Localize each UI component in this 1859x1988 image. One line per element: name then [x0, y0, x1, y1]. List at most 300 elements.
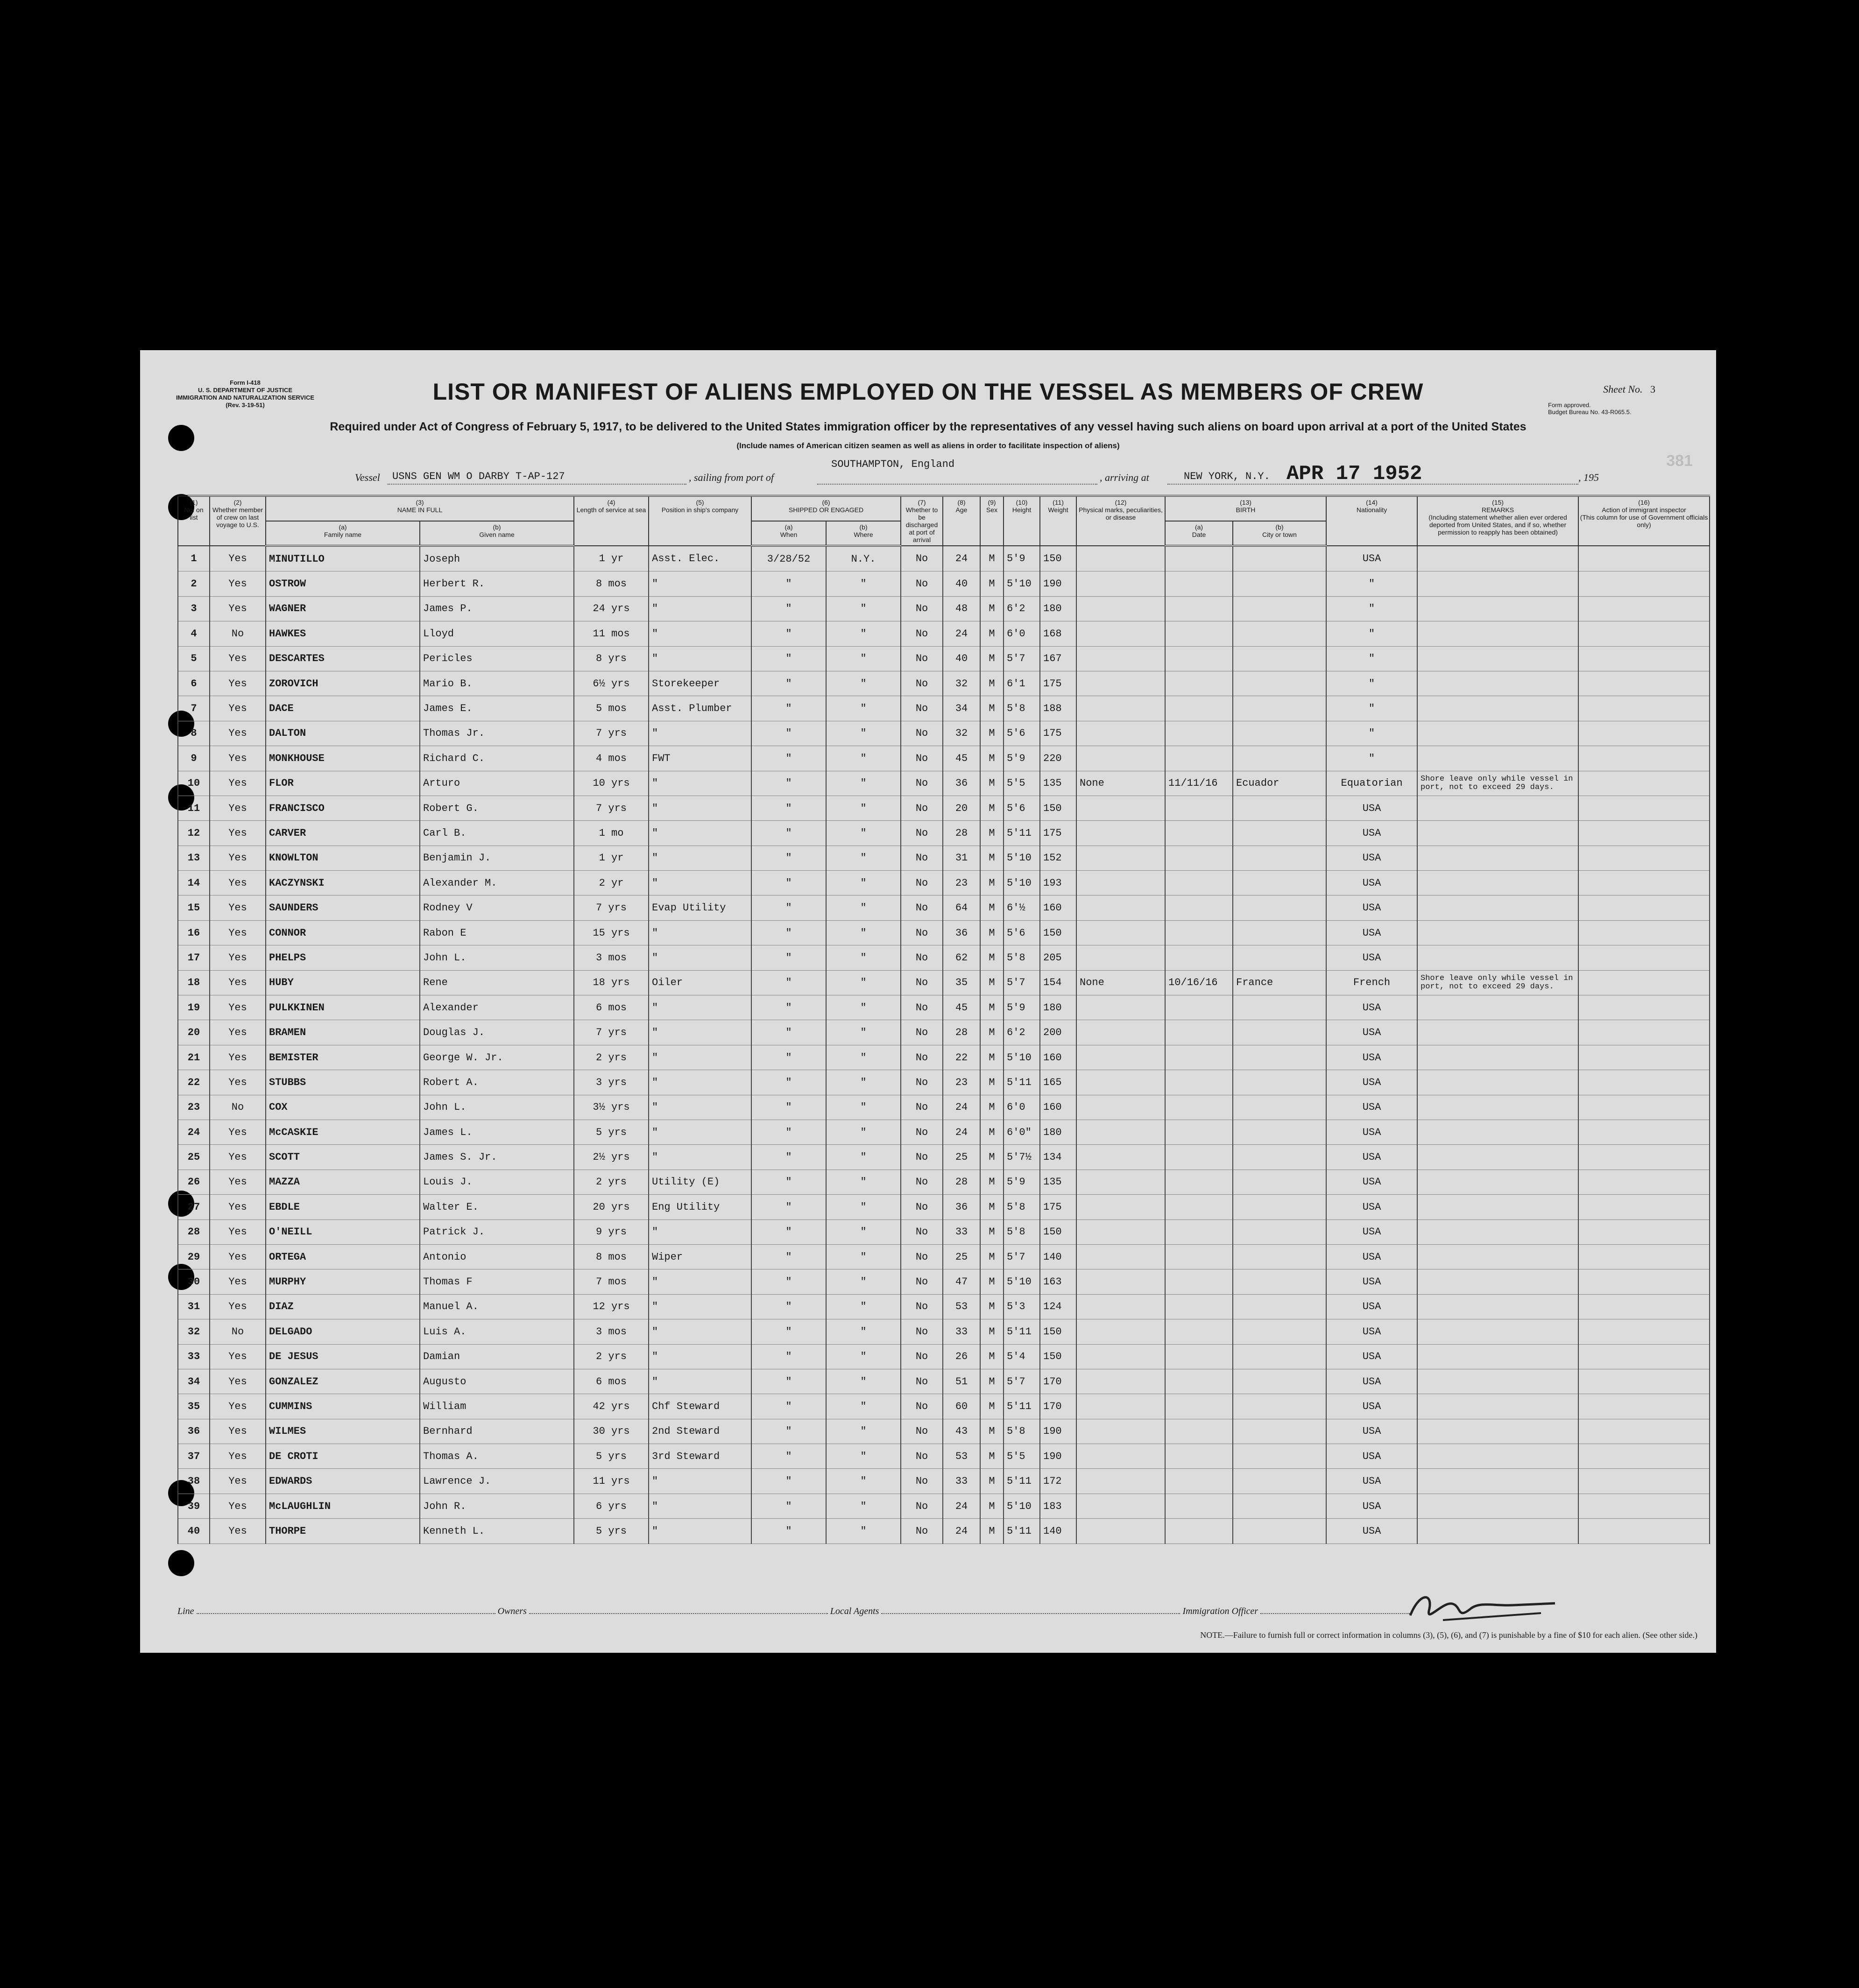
member-last-voyage-cell: Yes [210, 846, 266, 870]
sex-cell: M [980, 1095, 1004, 1120]
weight-cell: 140 [1040, 1519, 1076, 1544]
row-number-cell: 12 [178, 821, 210, 846]
row-number-cell: 24 [178, 1120, 210, 1144]
age-cell: 33 [943, 1220, 980, 1244]
col-birth: (13) BIRTH [1165, 496, 1326, 521]
birth-date-cell [1165, 1195, 1233, 1220]
shipped-where-cell: " [826, 920, 901, 945]
age-cell: 24 [943, 1120, 980, 1144]
row-number-cell: 15 [178, 895, 210, 920]
age-cell: 40 [943, 646, 980, 671]
age-cell: 60 [943, 1394, 980, 1419]
shipped-when-cell: " [751, 1070, 826, 1095]
row-number-cell: 39 [178, 1494, 210, 1518]
position-cell: " [649, 571, 751, 596]
family-name-cell: DE CROTI [266, 1444, 420, 1469]
table-row [178, 945, 1710, 970]
family-name-cell: WILMES [266, 1419, 420, 1444]
member-last-voyage-cell: No [210, 1319, 266, 1344]
birth-city-cell [1233, 1294, 1326, 1319]
length-of-service-cell: 2 yrs [574, 1045, 649, 1070]
form-subtitle: Required under Act of Congress of February 5, 1917, to be delivered to the United States immigration officer by the representatives of any vessel having such aliens on board upon arrival at a port of the United States [330, 420, 1527, 433]
weight-cell: 160 [1040, 1095, 1076, 1120]
birth-date-cell [1165, 621, 1233, 646]
length-of-service-cell: 15 yrs [574, 920, 649, 945]
sex-cell: M [980, 1170, 1004, 1194]
shipped-where-cell: " [826, 945, 901, 970]
height-cell: 5'5 [1004, 1444, 1040, 1469]
weight-cell: 200 [1040, 1020, 1076, 1045]
nationality-cell: " [1326, 621, 1417, 646]
birth-date-cell [1165, 1369, 1233, 1394]
revision: (Rev. 3-19-51) [226, 402, 265, 409]
family-name-cell: STUBBS [266, 1070, 420, 1095]
member-last-voyage-cell: Yes [210, 1294, 266, 1319]
nationality-cell: USA [1326, 1170, 1417, 1194]
discharged-cell: No [901, 920, 943, 945]
birth-city-cell [1233, 920, 1326, 945]
member-last-voyage-cell: Yes [210, 1344, 266, 1369]
remarks-cell [1417, 995, 1578, 1020]
birth-city-cell: Ecuador [1233, 771, 1326, 796]
family-name-cell: FRANCISCO [266, 796, 420, 820]
table-row [178, 1394, 1710, 1419]
birth-city-cell [1233, 1045, 1326, 1070]
nationality-cell: " [1326, 596, 1417, 621]
table-row [178, 1120, 1710, 1144]
age-cell: 35 [943, 970, 980, 995]
birth-date-cell [1165, 1120, 1233, 1144]
row-number-cell: 29 [178, 1244, 210, 1269]
nationality-cell: French [1326, 970, 1417, 995]
row-number-cell: 3 [178, 596, 210, 621]
discharged-cell: No [901, 1469, 943, 1494]
col-remarks: (15) REMARKS (Including statement whether alien ever ordered deported from United States, and if so, whether permission to reapply has been obtained) [1417, 496, 1578, 546]
discharged-cell: No [901, 846, 943, 870]
height-cell: 5'8 [1004, 1419, 1040, 1444]
nationality-cell: USA [1326, 1220, 1417, 1244]
sex-cell: M [980, 696, 1004, 721]
nationality-cell: " [1326, 571, 1417, 596]
shipped-when-cell: " [751, 721, 826, 746]
shipped-where-cell: " [826, 1045, 901, 1070]
col-nationality: (14) Nationality [1326, 496, 1417, 546]
sex-cell: M [980, 871, 1004, 895]
discharged-cell: No [901, 571, 943, 596]
row-number-cell: 31 [178, 1294, 210, 1319]
shipped-where-cell: " [826, 1220, 901, 1244]
family-name-cell: DALTON [266, 721, 420, 746]
nationality-cell: USA [1326, 1269, 1417, 1294]
family-name-cell: CONNOR [266, 920, 420, 945]
discharged-cell: No [901, 995, 943, 1020]
shipped-when-cell: " [751, 1469, 826, 1494]
family-name-cell: HAWKES [266, 621, 420, 646]
weight-cell: 190 [1040, 1444, 1076, 1469]
family-name-cell: CUMMINS [266, 1394, 420, 1419]
remarks-cell [1417, 696, 1578, 721]
member-last-voyage-cell: Yes [210, 1444, 266, 1469]
shipped-where-cell: " [826, 1195, 901, 1220]
discharged-cell: No [901, 970, 943, 995]
physical-marks-cell [1076, 1444, 1165, 1469]
row-number-cell: 13 [178, 846, 210, 870]
inspector-action-cell [1578, 995, 1710, 1020]
shipped-when-cell: " [751, 1269, 826, 1294]
sex-cell: M [980, 1244, 1004, 1269]
discharged-cell: No [901, 895, 943, 920]
shipped-where-cell: " [826, 995, 901, 1020]
inspector-action-cell [1578, 1294, 1710, 1319]
height-cell: 5'9 [1004, 746, 1040, 771]
birth-city-cell [1233, 995, 1326, 1020]
position-cell: Asst. Elec. [649, 546, 751, 571]
nationality-cell: USA [1326, 1344, 1417, 1369]
shipped-where-cell: " [826, 1319, 901, 1344]
inspector-action-cell [1578, 1145, 1710, 1170]
birth-date-cell [1165, 1070, 1233, 1095]
age-cell: 25 [943, 1145, 980, 1170]
birth-city-cell [1233, 596, 1326, 621]
discharged-cell: No [901, 1494, 943, 1518]
nationality-cell: USA [1326, 546, 1417, 571]
nationality-cell: USA [1326, 1394, 1417, 1419]
remarks-cell [1417, 671, 1578, 696]
given-name-cell: Rene [420, 970, 574, 995]
row-number-cell: 4 [178, 621, 210, 646]
member-last-voyage-cell: No [210, 621, 266, 646]
row-number-cell: 19 [178, 995, 210, 1020]
inspector-action-cell [1578, 796, 1710, 820]
position-cell: " [649, 1369, 751, 1394]
height-cell: 5'6 [1004, 721, 1040, 746]
weight-cell: 175 [1040, 821, 1076, 846]
position-cell: " [649, 1145, 751, 1170]
birth-date-cell [1165, 1394, 1233, 1419]
shipped-when-cell: " [751, 871, 826, 895]
shipped-where-cell: " [826, 1095, 901, 1120]
age-cell: 24 [943, 1494, 980, 1518]
weight-cell: 180 [1040, 596, 1076, 621]
family-name-cell: THORPE [266, 1519, 420, 1544]
sex-cell: M [980, 1045, 1004, 1070]
row-number-cell: 27 [178, 1195, 210, 1220]
shipped-when-cell: " [751, 1444, 826, 1469]
given-name-cell: Patrick J. [420, 1220, 574, 1244]
physical-marks-cell [1076, 1269, 1165, 1294]
shipped-where-cell: " [826, 871, 901, 895]
family-name-cell: McLAUGHLIN [266, 1494, 420, 1518]
remarks-cell [1417, 945, 1578, 970]
shipped-where-cell: " [826, 1145, 901, 1170]
sex-cell: M [980, 746, 1004, 771]
weight-cell: 188 [1040, 696, 1076, 721]
position-cell: " [649, 995, 751, 1020]
member-last-voyage-cell: Yes [210, 1220, 266, 1244]
shipped-when-cell: " [751, 895, 826, 920]
age-cell: 34 [943, 696, 980, 721]
physical-marks-cell [1076, 871, 1165, 895]
birth-date-cell [1165, 696, 1233, 721]
weight-cell: 172 [1040, 1469, 1076, 1494]
remarks-cell [1417, 1020, 1578, 1045]
birth-city-cell [1233, 1120, 1326, 1144]
shipped-where-cell: " [826, 571, 901, 596]
age-cell: 45 [943, 995, 980, 1020]
physical-marks-cell [1076, 746, 1165, 771]
weight-cell: 190 [1040, 1419, 1076, 1444]
remarks-cell [1417, 1070, 1578, 1095]
approved-line-1: Form approved. [1548, 402, 1591, 409]
height-cell: 5'6 [1004, 796, 1040, 820]
position-cell: Asst. Plumber [649, 696, 751, 721]
position-cell: " [649, 771, 751, 796]
height-cell: 5'10 [1004, 571, 1040, 596]
given-name-cell: Thomas F [420, 1269, 574, 1294]
age-cell: 45 [943, 746, 980, 771]
weight-cell: 152 [1040, 846, 1076, 870]
member-last-voyage-cell: Yes [210, 571, 266, 596]
inspector-action-cell [1578, 696, 1710, 721]
member-last-voyage-cell: Yes [210, 1070, 266, 1095]
family-name-cell: DIAZ [266, 1294, 420, 1319]
given-name-cell: Thomas A. [420, 1444, 574, 1469]
given-name-cell: George W. Jr. [420, 1045, 574, 1070]
sex-cell: M [980, 1195, 1004, 1220]
member-last-voyage-cell: Yes [210, 646, 266, 671]
sex-cell: M [980, 621, 1004, 646]
given-name-cell: Carl B. [420, 821, 574, 846]
row-number-cell: 28 [178, 1220, 210, 1244]
row-number-cell: 7 [178, 696, 210, 721]
birth-date-cell [1165, 895, 1233, 920]
member-last-voyage-cell: Yes [210, 1394, 266, 1419]
family-name-cell: BRAMEN [266, 1020, 420, 1045]
physical-marks-cell [1076, 1070, 1165, 1095]
family-name-cell: MAZZA [266, 1170, 420, 1194]
remarks-cell [1417, 621, 1578, 646]
row-number-cell: 33 [178, 1344, 210, 1369]
given-name-cell: Robert G. [420, 796, 574, 820]
height-cell: 6'2 [1004, 1020, 1040, 1045]
family-name-cell: OSTROW [266, 571, 420, 596]
age-cell: 22 [943, 1045, 980, 1070]
inspector-action-cell [1578, 1095, 1710, 1120]
service: IMMIGRATION AND NATURALIZATION SERVICE [176, 394, 315, 401]
inspector-action-cell [1578, 546, 1710, 571]
physical-marks-cell [1076, 646, 1165, 671]
birth-city-cell [1233, 1444, 1326, 1469]
position-cell: " [649, 1045, 751, 1070]
table-row [178, 771, 1710, 796]
member-last-voyage-cell: Yes [210, 721, 266, 746]
inspector-action-cell [1578, 771, 1710, 796]
discharged-cell: No [901, 546, 943, 571]
sex-cell: M [980, 945, 1004, 970]
discharged-cell: No [901, 721, 943, 746]
remarks-cell [1417, 646, 1578, 671]
given-name-cell: Benjamin J. [420, 846, 574, 870]
given-name-cell: John R. [420, 1494, 574, 1518]
member-last-voyage-cell: Yes [210, 771, 266, 796]
weight-cell: 175 [1040, 671, 1076, 696]
shipped-when-cell: " [751, 596, 826, 621]
physical-marks-cell [1076, 1195, 1165, 1220]
birth-date-cell [1165, 646, 1233, 671]
shipped-where-cell: " [826, 1020, 901, 1045]
height-cell: 6'2 [1004, 596, 1040, 621]
birth-city-cell [1233, 1394, 1326, 1419]
birth-date-cell [1165, 871, 1233, 895]
inspector-action-cell [1578, 1519, 1710, 1544]
birth-date-cell [1165, 1319, 1233, 1344]
family-name-cell: McCASKIE [266, 1120, 420, 1144]
inspector-action-cell [1578, 621, 1710, 646]
col-family-name: (a) Family name [266, 521, 420, 546]
birth-city-cell [1233, 1095, 1326, 1120]
shipped-when-cell: " [751, 646, 826, 671]
sex-cell: M [980, 721, 1004, 746]
department: U. S. DEPARTMENT OF JUSTICE [198, 387, 292, 394]
sex-cell: M [980, 920, 1004, 945]
physical-marks-cell [1076, 895, 1165, 920]
remarks-cell [1417, 1319, 1578, 1344]
row-number-cell: 25 [178, 1145, 210, 1170]
age-cell: 53 [943, 1294, 980, 1319]
inspector-action-cell [1578, 846, 1710, 870]
shipped-when-cell: " [751, 1519, 826, 1544]
weight-cell: 134 [1040, 1145, 1076, 1170]
birth-city-cell [1233, 721, 1326, 746]
family-name-cell: ZOROVICH [266, 671, 420, 696]
shipped-where-cell: " [826, 796, 901, 820]
physical-marks-cell [1076, 546, 1165, 571]
birth-city-cell [1233, 696, 1326, 721]
sex-cell: M [980, 546, 1004, 571]
shipped-when-cell: " [751, 995, 826, 1020]
col-discharged: (7) Whether to be discharged at port of arrival [901, 496, 943, 546]
physical-marks-cell [1076, 696, 1165, 721]
weight-cell: 135 [1040, 1170, 1076, 1194]
discharged-cell: No [901, 821, 943, 846]
length-of-service-cell: 6½ yrs [574, 671, 649, 696]
sailing-port: SOUTHAMPTON, England [831, 458, 955, 470]
table-row [178, 1145, 1710, 1170]
birth-date-cell [1165, 1020, 1233, 1045]
table-row [178, 1294, 1710, 1319]
row-number-cell: 5 [178, 646, 210, 671]
nationality-cell: " [1326, 721, 1417, 746]
inspector-action-cell [1578, 1369, 1710, 1394]
height-cell: 5'11 [1004, 821, 1040, 846]
family-name-cell: MURPHY [266, 1269, 420, 1294]
discharged-cell: No [901, 945, 943, 970]
length-of-service-cell: 8 yrs [574, 646, 649, 671]
birth-city-cell [1233, 546, 1326, 571]
nationality-cell: USA [1326, 796, 1417, 820]
birth-date-cell: 10/16/16 [1165, 970, 1233, 995]
shipped-when-cell: " [751, 1494, 826, 1518]
age-cell: 24 [943, 1095, 980, 1120]
age-cell: 51 [943, 1369, 980, 1394]
row-number-cell: 9 [178, 746, 210, 771]
table-row [178, 1494, 1710, 1518]
shipped-when-cell: " [751, 1170, 826, 1194]
table-row [178, 995, 1710, 1020]
table-row [178, 1170, 1710, 1194]
shipped-where-cell: " [826, 1294, 901, 1319]
shipped-where-cell: " [826, 970, 901, 995]
birth-city-cell [1233, 1344, 1326, 1369]
inspector-action-cell [1578, 821, 1710, 846]
member-last-voyage-cell: Yes [210, 1145, 266, 1170]
shipped-where-cell: " [826, 1419, 901, 1444]
given-name-cell: Lawrence J. [420, 1469, 574, 1494]
age-cell: 28 [943, 1020, 980, 1045]
table-row [178, 1469, 1710, 1494]
shipped-where-cell: " [826, 1170, 901, 1194]
length-of-service-cell: 2 yrs [574, 1344, 649, 1369]
nationality-cell: USA [1326, 1494, 1417, 1518]
remarks-cell [1417, 821, 1578, 846]
table-row [178, 746, 1710, 771]
given-name-cell: James S. Jr. [420, 1145, 574, 1170]
nationality-cell: Equatorian [1326, 771, 1417, 796]
nationality-cell: USA [1326, 1095, 1417, 1120]
row-number-cell: 11 [178, 796, 210, 820]
sheet-label: Sheet No. [1603, 383, 1643, 395]
discharged-cell: No [901, 1045, 943, 1070]
birth-date-cell [1165, 1269, 1233, 1294]
position-cell: " [649, 796, 751, 820]
discharged-cell: No [901, 1344, 943, 1369]
given-name-cell: Kenneth L. [420, 1519, 574, 1544]
position-cell: Storekeeper [649, 671, 751, 696]
birth-city-cell [1233, 1145, 1326, 1170]
date-stamp: APR 17 1952 [1286, 462, 1422, 486]
remarks-cell [1417, 1244, 1578, 1269]
nationality-cell: USA [1326, 1444, 1417, 1469]
length-of-service-cell: 1 mo [574, 821, 649, 846]
physical-marks-cell [1076, 1095, 1165, 1120]
shipped-when-cell: " [751, 1220, 826, 1244]
birth-date-cell [1165, 1220, 1233, 1244]
member-last-voyage-cell: Yes [210, 1120, 266, 1144]
shipped-where-cell: " [826, 1070, 901, 1095]
shipped-when-cell: " [751, 846, 826, 870]
family-name-cell: GONZALEZ [266, 1369, 420, 1394]
given-name-cell: Mario B. [420, 671, 574, 696]
shipped-where-cell: " [826, 1120, 901, 1144]
height-cell: 5'9 [1004, 995, 1040, 1020]
shipped-where-cell: " [826, 646, 901, 671]
position-cell: " [649, 1120, 751, 1144]
remarks-cell [1417, 1444, 1578, 1469]
age-cell: 28 [943, 1170, 980, 1194]
table-row [178, 1095, 1710, 1120]
position-cell: " [649, 1344, 751, 1369]
given-name-cell: Damian [420, 1344, 574, 1369]
height-cell: 5'10 [1004, 1045, 1040, 1070]
birth-date-cell [1165, 945, 1233, 970]
officer-signature [1401, 1587, 1560, 1629]
birth-city-cell [1233, 1020, 1326, 1045]
sex-cell: M [980, 1269, 1004, 1294]
table-row [178, 571, 1710, 596]
position-cell: " [649, 1020, 751, 1045]
position-cell: " [649, 920, 751, 945]
given-name-cell: Thomas Jr. [420, 721, 574, 746]
